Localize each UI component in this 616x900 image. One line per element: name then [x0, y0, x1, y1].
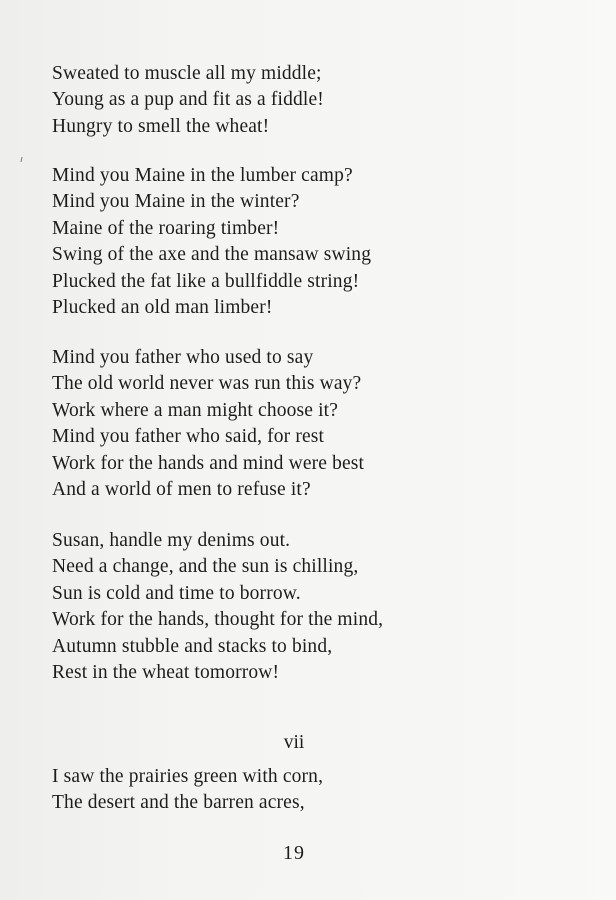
poem-line: Susan, handle my denims out. [52, 530, 291, 551]
stanza-5 [52, 764, 323, 817]
page-number-text: 19 [283, 842, 305, 864]
poem-line: Rest in the wheat tomorrow! [52, 662, 280, 684]
poem-line: Maine of the roaring timber! [52, 217, 280, 239]
stanza-4 [52, 528, 383, 686]
poem-line: Hungry to smell the wheat! [52, 115, 270, 137]
poem-line: The desert and the barren acres, [52, 792, 305, 814]
poem-line: Swing of the axe and the mansaw swing [52, 244, 372, 266]
poem-line: Work for the hands, thought for the mind, [52, 609, 384, 631]
poem-line: Young as a pup and fit as a fiddle! [52, 89, 324, 111]
section-number-text: vii [283, 732, 305, 753]
stanza-2 [52, 163, 371, 321]
stanza-3 [52, 345, 364, 503]
poem-line: Need a change, and the sun is chilling, [52, 556, 359, 578]
poem-line: Sweated to muscle all my middle; [52, 63, 322, 84]
poem-line: The old world never was run this way? [52, 373, 362, 395]
poem-line: I saw the prairies green with corn, [52, 766, 324, 787]
poem-line: Mind you father who used to say [52, 347, 314, 368]
poem-line: Plucked the fat like a bullfiddle string! [52, 270, 360, 292]
stanza-1 [52, 61, 324, 140]
poem-line: Mind you father who said, for rest [52, 426, 325, 448]
poem-line: Mind you Maine in the lumber camp? [52, 165, 353, 186]
paper-speck [20, 157, 22, 162]
poem-line: Work for the hands and mind were best [52, 452, 365, 474]
poem-line: Work where a man might choose it? [52, 399, 339, 421]
page-number [0, 840, 616, 866]
poem-line: Plucked an old man limber! [52, 297, 273, 319]
section-number [0, 730, 616, 756]
poem-line: And a world of men to refuse it? [52, 479, 311, 501]
poem-line: Sun is cold and time to borrow. [52, 582, 301, 604]
poem-line: Mind you Maine in the winter? [52, 191, 300, 213]
poem-line: Autumn stubble and stacks to bind, [52, 635, 333, 657]
